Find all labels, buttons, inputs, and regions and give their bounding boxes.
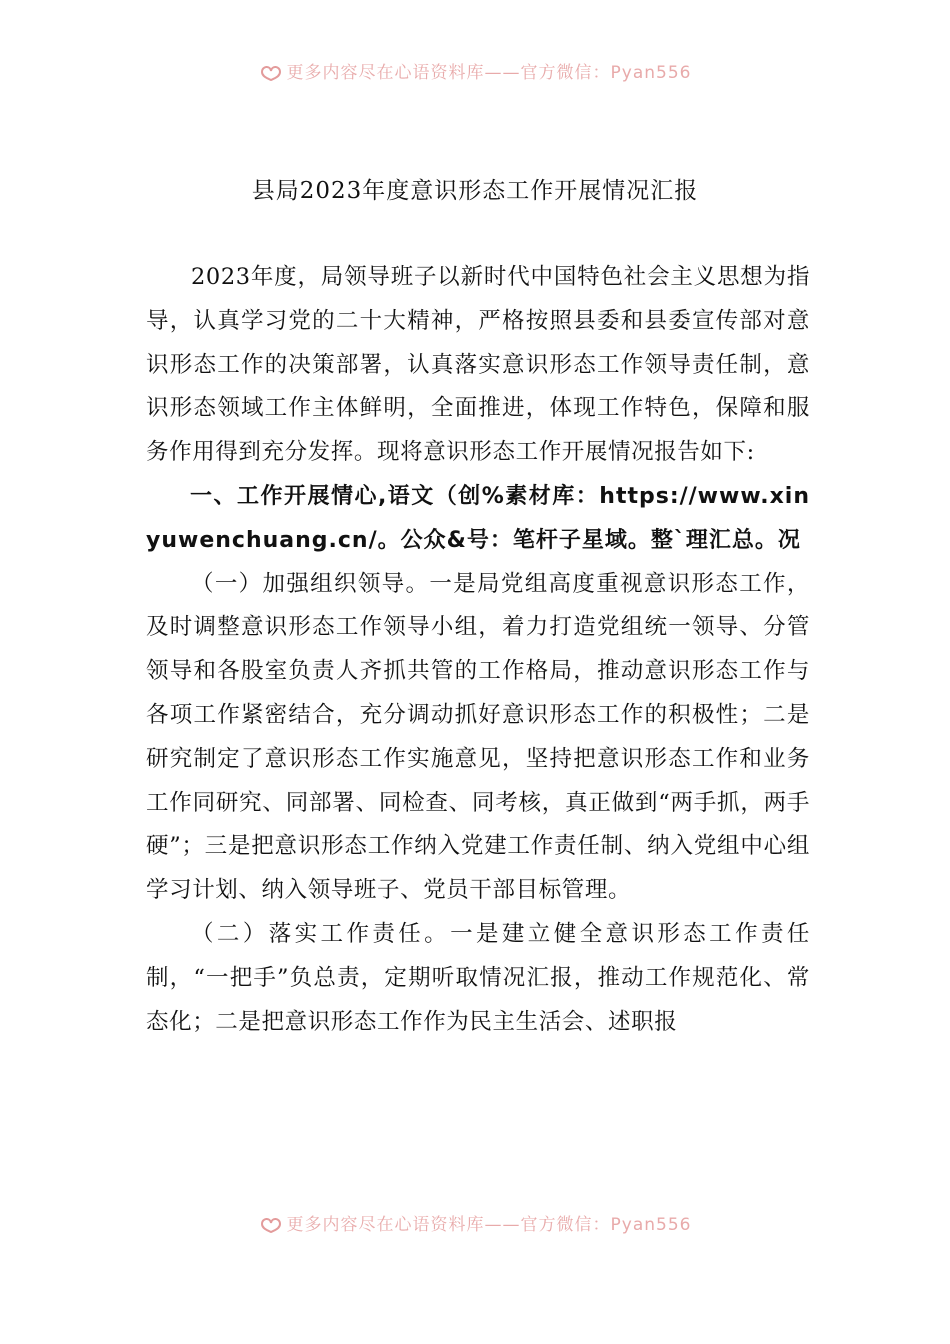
section-heading: 一、工作开展情心,语文（创%素材库：https://www.xinyuwenchuang.cn/。公众&号：笔杆子星域。整`理汇总。况 <box>146 483 810 553</box>
watermark-bottom <box>0 1210 950 1235</box>
watermark-text: 更多内容尽在心语资料库——官方微信：Pyan556 <box>286 63 692 83</box>
document-title: 县局2023年度意识形态工作开展情况汇报 <box>251 178 699 204</box>
subsection-paragraph-1: （一）加强组织领导。一是局党组高度重视意识形态工作，及时调整意识形态工作领导小组，着力打造党组统一领导、分管领导和各股室负责人齐抓共管的工作格局，推动意识形态工作与各项工作紧密结合，充分调动抓好意识形态工作的积极性；二是研究制定了意识形态工作实施意见，坚持把意识形态工作和业务工作同研究、同部署、同检查、同考核，真正做到“两手抓，两手硬”；三是把意识形态工作纳入党建工作责任制、纳入党组中心组学习计划、纳入领导班子、党员干部目标管理。 <box>146 570 810 904</box>
watermark-text: 更多内容尽在心语资料库——官方微信：Pyan556 <box>286 1215 692 1235</box>
logo-icon <box>259 63 283 81</box>
logo-icon <box>259 1215 283 1233</box>
watermark-top <box>0 58 950 83</box>
intro-paragraph: 2023年度，局领导班子以新时代中国特色社会主义思想为指导，认真学习党的二十大精神，严格按照县委和县委宣传部对意识形态工作的决策部署，认真落实意识形态工作领导责任制，意识形态领域工作主体鲜明，全面推进，体现工作特色，保障和服务作用得到充分发挥。现将意识形态工作开展情况报告如下: <box>146 264 810 466</box>
document-body <box>146 256 810 1044</box>
subsection-paragraph-2: （二）落实工作责任。一是建立健全意识形态工作责任制，“一把手”负总责，定期听取情况汇报，推动工作规范化、常态化；二是把意识形态工作作为民主生活会、述职报 <box>146 920 810 1035</box>
